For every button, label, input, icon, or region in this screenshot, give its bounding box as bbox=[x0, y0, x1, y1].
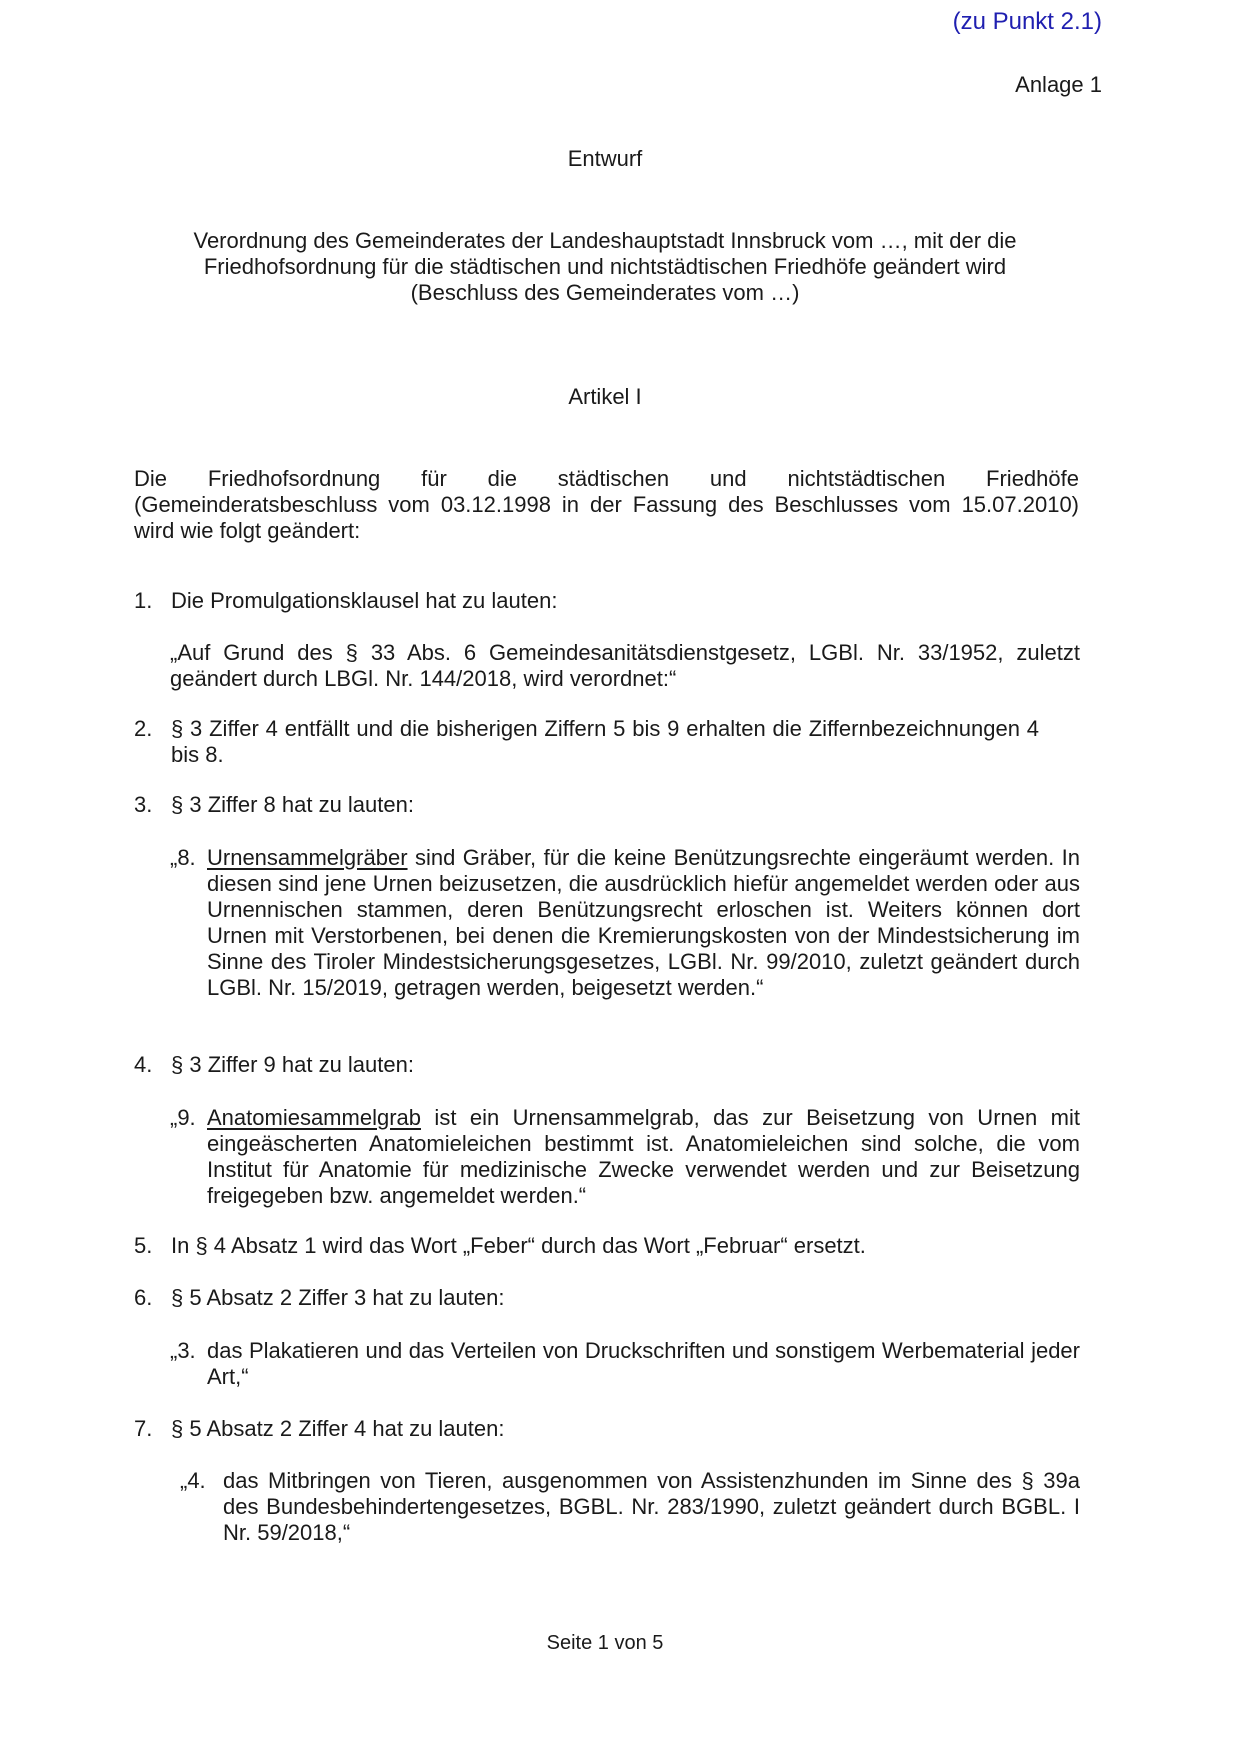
item-number: 4. bbox=[134, 1052, 153, 1077]
item-text: § 5 Absatz 2 Ziffer 3 hat zu lauten: bbox=[171, 1285, 505, 1310]
item-text: § 3 Ziffer 9 hat zu lauten: bbox=[171, 1052, 414, 1077]
item-text: Die Promulgationsklausel hat zu lauten: bbox=[171, 588, 558, 613]
item-text: § 3 Ziffer 8 hat zu lauten: bbox=[171, 792, 414, 817]
item-quote bbox=[170, 845, 1080, 1001]
title-line-3: (Beschluss des Gemeinderates vom …) bbox=[410, 280, 800, 305]
item-number: 3. bbox=[134, 792, 153, 817]
item-number: 1. bbox=[134, 588, 153, 613]
intro-paragraph: Die Friedhofsordnung für die städtischen und nichtstädtischen Friedhöfe (Gemeinderatsbeschluss vom 03.12.1998 in der Fassung des Beschlusses vom 15.07.2010) wird wie folgt geändert: bbox=[134, 466, 1079, 543]
item-text: § 5 Absatz 2 Ziffer 4 hat zu lauten: bbox=[171, 1416, 505, 1441]
quote-number: „9. bbox=[170, 1105, 196, 1130]
quote-text: sind Gräber, für die keine Benützungsrechte eingeräumt werden. In diesen sind jene Urnen beizusetzen, die ausdrücklich hiefür angemeldet werden oder aus Urnennischen stammen, deren Benützungsrecht erloschen ist. Weiters können dort Urnen mit Verstorbenen, bei denen die Kremierungskosten von der Mindestsicherung im Sinne des Tiroler Mindestsicherungsgesetzes, LGBl. Nr. 99/2010, zuletzt geändert durch LGBl. Nr. 15/2019, getragen werden, beigesetzt werden.“ bbox=[207, 845, 1080, 1000]
item-quote bbox=[180, 1468, 1080, 1546]
title-line-2: Friedhofsordnung für die städtischen und nichtstädtischen Friedhöfe geändert wird bbox=[203, 254, 1007, 279]
item-number: 2. bbox=[134, 716, 153, 741]
item-quote bbox=[170, 1105, 1080, 1209]
item-text: § 3 Ziffer 4 entfällt und die bisherigen Ziffern 5 bis 9 erhalten die Ziffernbezeichnungen 4 bis 8. bbox=[171, 716, 1039, 767]
quote-number: „3. bbox=[170, 1338, 196, 1363]
quote-number: „4. bbox=[180, 1468, 206, 1493]
item-number: 5. bbox=[134, 1233, 153, 1258]
item-number: 6. bbox=[134, 1285, 153, 1310]
quote-number: „8. bbox=[170, 845, 196, 870]
title-line-1: Verordnung des Gemeinderates der Landeshauptstadt Innsbruck vom …, mit der die bbox=[193, 228, 1017, 253]
item-number: 7. bbox=[134, 1416, 153, 1441]
draft-label: Entwurf bbox=[567, 146, 643, 171]
page-number: Seite 1 von 5 bbox=[546, 1632, 664, 1654]
item-quote: „Auf Grund des § 33 Abs. 6 Gemeindesanitätsdienstgesetz, LGBl. Nr. 33/1952, zuletzt geändert durch LBGl. Nr. 144/2018, wird verordnet:“ bbox=[170, 640, 1080, 691]
quote-text: das Plakatieren und das Verteilen von Druckschriften und sonstigem Werbematerial jeder Art,“ bbox=[207, 1338, 1080, 1389]
quote-text: ist ein Urnensammelgrab, das zur Beisetzung von Urnen mit eingeäscherten Anatomieleichen bestimmt ist. Anatomieleichen sind solche, die vom Institut für Anatomie für medizinische Zwecke verwendet werden und zur Beisetzung freigegeben bzw. angemeldet werden.“ bbox=[207, 1105, 1080, 1208]
agenda-reference: (zu Punkt 2.1) bbox=[952, 8, 1102, 35]
item-quote bbox=[170, 1338, 1080, 1390]
article-heading: Artikel I bbox=[568, 384, 642, 409]
document-title bbox=[0, 228, 1210, 306]
defined-term: Anatomiesammelgrab bbox=[207, 1105, 421, 1130]
item-text: In § 4 Absatz 1 wird das Wort „Feber“ durch das Wort „Februar“ ersetzt. bbox=[171, 1233, 866, 1258]
attachment-label: Anlage 1 bbox=[1015, 72, 1102, 97]
quote-text: das Mitbringen von Tieren, ausgenommen von Assistenzhunden im Sinne des § 39a des Bundesbehindertengesetzes, BGBL. Nr. 283/1990, zuletzt geändert durch BGBL. I Nr. 59/2018,“ bbox=[223, 1468, 1080, 1545]
defined-term: Urnensammelgräber bbox=[207, 845, 408, 870]
